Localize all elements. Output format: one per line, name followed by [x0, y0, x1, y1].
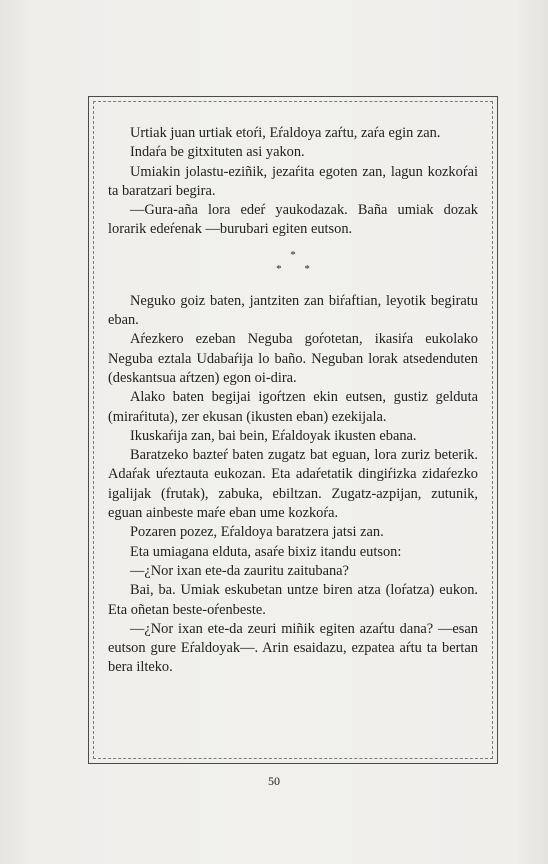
paragraph: Indaŕa be gitxituten asi yakon. — [130, 144, 305, 161]
page-text — [108, 124, 478, 678]
paragraph: Bai, ba. Umiak eskubetan untze biren atza (loŕatza) eukon. Eta oñetan beste-oŕenbeste. — [108, 582, 478, 618]
paragraph: —¿Nor ixan ete-da zeuri miñik egiten azaŕtu dana? —esan eutson gure Eŕaldoyak—. Arin esaidazu, ezpatea aŕtu ta bertan bera ilteko. — [108, 620, 478, 676]
paragraph: Ikuskaŕija zan, bai bein, Eŕaldoyak ikusten ebana. — [130, 427, 417, 444]
paragraph: Baratzeko bazteŕ baten zugatz bat eguan, lora zuriz beterik. Adaŕak uŕeztauta eukozan. Eta adaŕetatik dingiŕizka zidaŕezko igalijak (frutak), zabuka, ebiltzan. Zugatz-azpijan, zutunik, eguan ainbeste maŕe eban ume kozkoŕa. — [108, 447, 478, 522]
paragraph: Alako baten begijai igoŕtzen ekin eutsen, gustiz gelduta (miraŕituta), zer ekusan (ikusten eban) ezekijala. — [108, 389, 478, 425]
paragraph: Urtiak juan urtiak etoŕi, Eŕaldoya zaŕtu, zaŕa egin zan. — [130, 125, 441, 141]
separator-top-asterisk: * — [290, 248, 296, 261]
paragraph: Neguko goiz baten, jantziten zan biŕaftian, leyotik begiratu eban. — [108, 292, 478, 329]
page-number: 50 — [268, 774, 280, 788]
paragraph: Umiakin jolastu-eziñik, jezaŕita egoten zan, lagun kozkoŕai ta baratzari begira. — [108, 163, 478, 199]
separator-bottom-asterisks: * * — [276, 262, 320, 275]
paragraph: Eta umiagana elduta, asaŕe bixiz itandu eutson: — [130, 543, 402, 560]
paragraph: Pozaren pozez, Eŕaldoya baratzera jatsi zan. — [130, 524, 384, 541]
paragraph: —¿Nor ixan ete-da zauritu zaitubana? — [130, 562, 349, 579]
section-separator — [108, 240, 478, 292]
paragraph: Aŕezkero ezeban Neguba goŕotetan, ikasiŕa eukolako Neguba eztala Udabaŕija lo baño. Neguban lorak atsedenduten (deskantsua aŕtzen) egon oi-dira. — [108, 331, 478, 386]
paragraph: —Gura-aña lora edeŕ yaukodazak. Baña umiak dozak lorarik edeŕenak —burubari egiten eutson. — [108, 202, 478, 238]
